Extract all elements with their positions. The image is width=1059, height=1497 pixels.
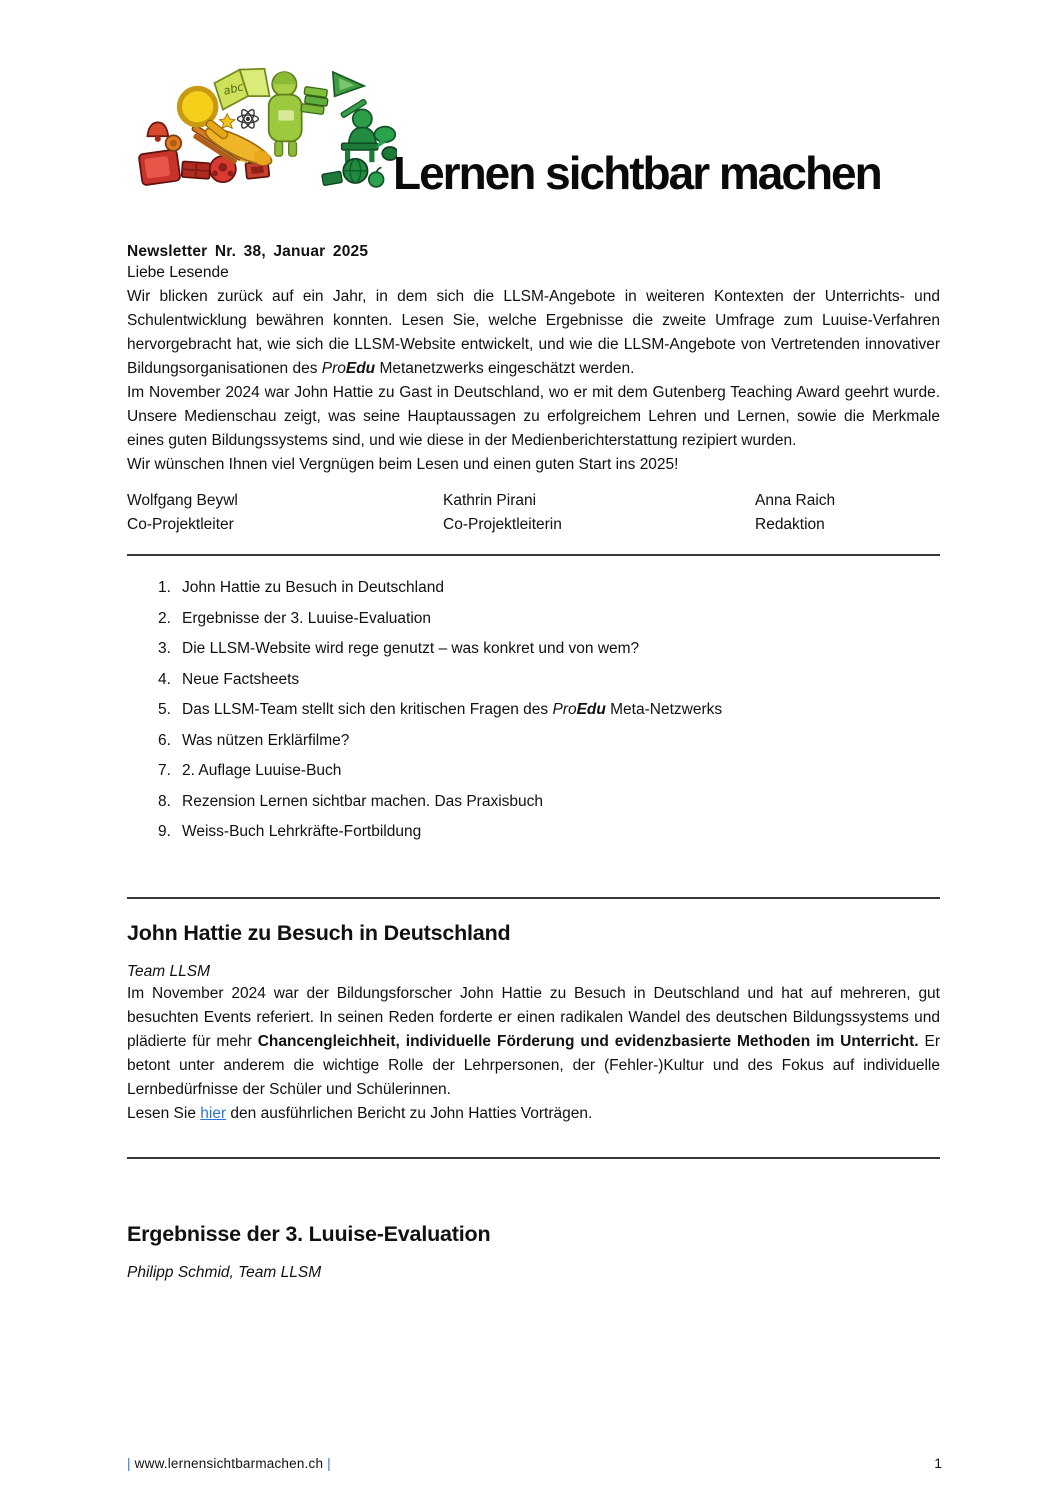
triangle-ruler-icon (333, 72, 364, 96)
desk-figure-icon (342, 109, 378, 162)
intro-paragraph-1: Wir blicken zurück auf ein Jahr, in dem sich die LLSM-Angebote in weiteren Kontexten der Unterrichts- und Schulentwicklung bewähren konnten. Lesen Sie, welche Ergebnisse die zweite Umfrage zum Luuise-Verfahren hervorgebracht hat, wie sich die LLSM-Website entwickelt, und wie die LLSM-Angebote von Vertretenden innovativer Bildungsorganisationen des ProEdu Metanetzwerks eingeschätzt werden. (127, 288, 940, 377)
tv-icon (138, 149, 180, 185)
svg-text:abc: abc (222, 80, 245, 98)
globe-icon (343, 159, 367, 183)
signature-role: Co-Projektleiter (127, 516, 234, 533)
snail-icon (166, 135, 182, 151)
footer-pipe-left: | (127, 1456, 131, 1471)
intro-paragraph-2: Im November 2024 war John Hattie zu Gast in Deutschland, wo er mit dem Gutenberg Teaching Award geehrt wurde. Unsere Medienschau zeigt, was seine Hauptaussagen zu erfolgreichem Lehren und Lernen, sowie die Merkmale eines guten Bildungssystems sind, und wie diese in der Medienberichterstattung rezipiert wurden. (127, 384, 940, 449)
inline-link[interactable]: hier (200, 1104, 227, 1122)
toc-item-2: 2. Ergebnisse der 3. Luuise-Evaluation (158, 609, 432, 627)
section-1-link-line: Lesen Sie hier den ausführlichen Bericht zu John Hatties Vorträgen. (127, 1104, 593, 1122)
small-book-icon (322, 171, 343, 185)
page-number: 1 (934, 1455, 942, 1471)
section-1-title: John Hattie zu Besuch in Deutschland (127, 920, 511, 945)
apple-icon (369, 167, 384, 187)
logo-collage-icon (137, 64, 397, 198)
bell-icon (147, 122, 168, 142)
section-1-paragraph: Im November 2024 war der Bildungsforscher John Hattie zu Besuch in Deutschland und hat auf mehreren, gut besuchten Events referiert. In seinen Reden forderte er einen radikalen Wandel des deutschen Bildungssystems und plädierte für mehr Chancengleichheit, individuelle Förderung und evidenzbasierte Methoden im Unterricht. Er betont unter anderem die wichtige Rolle der Lehrpersonen, der (Fehler-)Kultur und des Fokus auf individuelle Lernbedürfnisse der Schüler und Schülerinnen. (127, 984, 940, 1098)
signature-col-2 (443, 489, 755, 537)
toc-item-7: 7. 2. Auflage Luuise-Buch (158, 762, 342, 780)
signature-name: Anna Raich (755, 492, 836, 509)
divider-above-section-1 (127, 897, 940, 899)
signature-col-3 (755, 489, 940, 537)
intro-paragraph-3: Wir wünschen Ihnen viel Vergnügen beim Lesen und einen guten Start ins 2025! (127, 456, 679, 473)
open-book-icon (213, 64, 272, 110)
page-footer (127, 1455, 942, 1471)
star-icon (219, 114, 235, 129)
footer-url: www.lernensichtbarmachen.ch (134, 1456, 324, 1471)
toc-item-9: 9. Weiss-Buch Lehrkräfte-Fortbildung (158, 823, 422, 841)
divider-above-section-2 (127, 1157, 940, 1159)
signature-role: Co-Projektleiterin (443, 516, 562, 533)
toc-item-6: 6. Was nützen Erklärfilme? (158, 731, 350, 749)
table-of-contents (127, 556, 940, 848)
signature-name: Wolfgang Beywl (127, 492, 238, 509)
toc-item-3: 3. Die LLSM-Website wird rege genutzt – was konkret und von wem? (158, 640, 640, 658)
signature-name: Kathrin Pirani (443, 492, 537, 509)
signature-role: Redaktion (755, 516, 825, 533)
signature-col-1 (127, 489, 443, 537)
child-figure-icon (269, 72, 302, 156)
section-2 (127, 1221, 940, 1283)
section-2-byline: Philipp Schmid, Team LLSM (127, 1263, 322, 1281)
toc-item-8: 8. Rezension Lernen sichtbar machen. Das Praxisbuch (158, 792, 543, 810)
atom-icon (238, 108, 259, 130)
books-stack-icon (301, 86, 329, 114)
toc-item-4: 4. Neue Factsheets (158, 670, 300, 688)
toc-item-5: 5. Das LLSM-Team stellt sich den kritischen Fragen des ProEdu Meta-Netzwerks (158, 701, 723, 719)
bricks-icon (182, 161, 211, 178)
footer-pipe-right: | (327, 1456, 331, 1471)
footer-url-block (127, 1456, 331, 1471)
newsletter-issue-line: Newsletter Nr. 38, Januar 2025 (127, 243, 369, 260)
section-1-byline: Team LLSM (127, 962, 210, 980)
salutation: Liebe Lesende (127, 264, 229, 281)
section-2-title: Ergebnisse der 3. Luuise-Evaluation (127, 1221, 491, 1246)
signature-row (127, 489, 940, 537)
toc-item-1: 1. John Hattie zu Besuch in Deutschland (158, 579, 444, 597)
brand-wordmark: Lernen sichtbar machen (393, 147, 881, 199)
page-header (137, 62, 940, 198)
